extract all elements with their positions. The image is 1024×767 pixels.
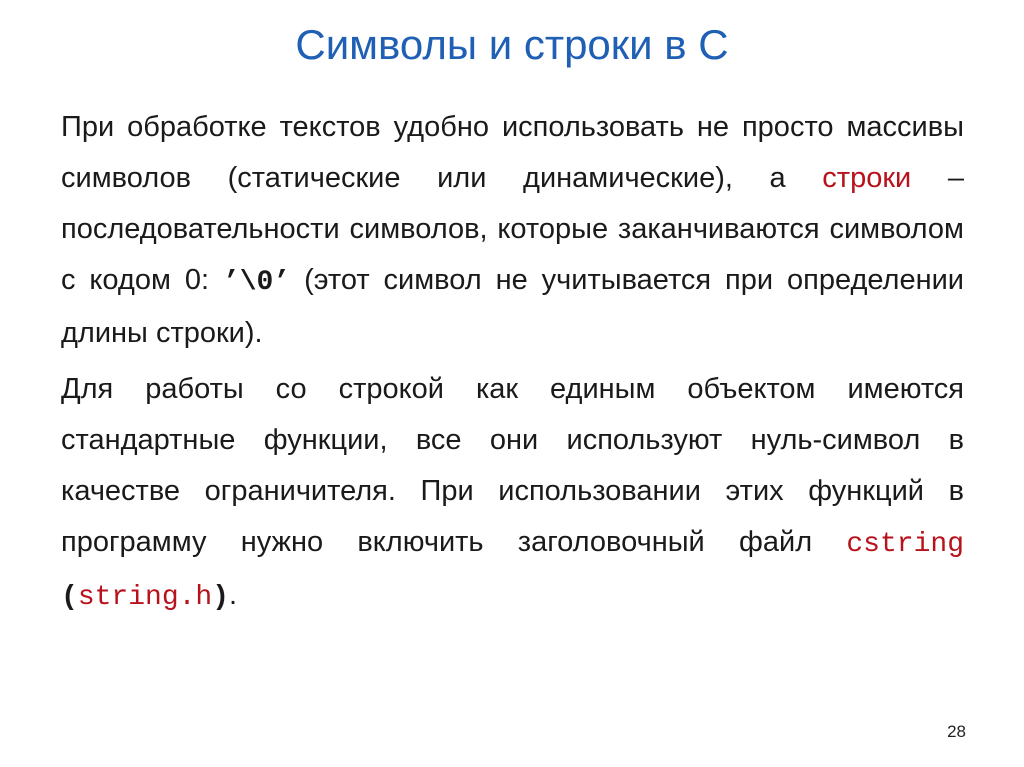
paragraph2-part1: Для работы со строкой как единым объектом имеются стандартные функции, все они используют нуль-символ в качестве ограничителя. При использовании этих функций в программу нужно включить заголовочный файл: [61, 373, 964, 558]
paragraph1-part3: (этот символ не учитывается при определении длины строки).: [61, 264, 964, 349]
null-char-literal: ’\0’: [222, 267, 291, 298]
header-string-h: string.h: [77, 582, 213, 613]
paragraph-string-functions: [61, 364, 964, 623]
paragraph1-part2: – последовательности символов, которые заканчиваются символом с кодом 0:: [61, 162, 964, 296]
header-cstring: cstring: [846, 529, 964, 560]
strings-term: строки: [822, 162, 912, 194]
paragraph2-period: .: [229, 579, 238, 611]
paragraph1-part1: При обработке текстов удобно использовать не просто массивы символов (статические или динамические), а: [61, 111, 964, 194]
paragraph-strings-definition: [61, 102, 964, 359]
paren-close: ): [212, 582, 230, 613]
paren-open: (: [61, 582, 78, 613]
page-number: 28: [947, 722, 966, 741]
slide-title: Символы и строки в С: [295, 21, 729, 68]
